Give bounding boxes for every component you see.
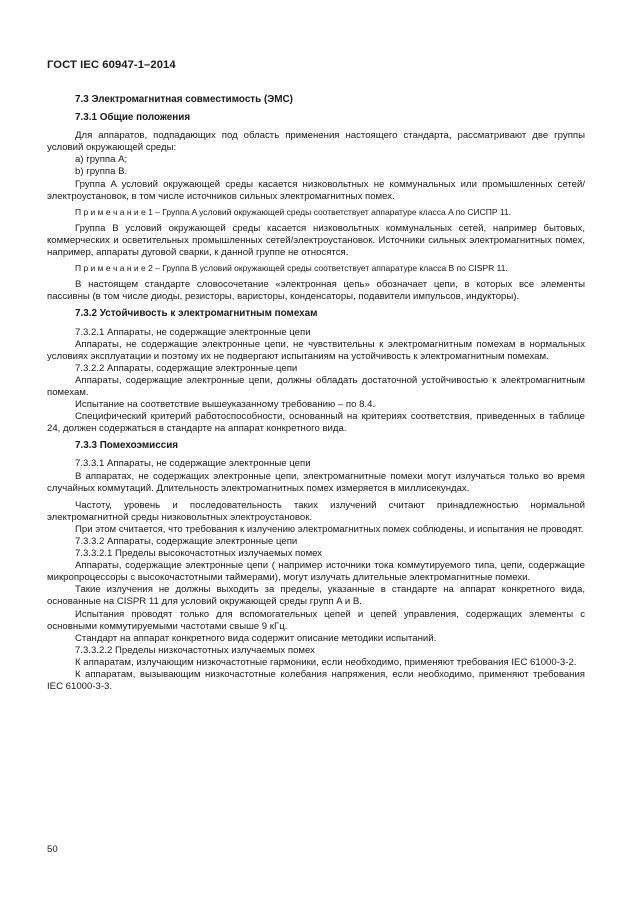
section-7-3-2-heading: 7.3.2 Устойчивость к электромагнитным помехам bbox=[75, 308, 318, 320]
paragraph: В аппаратах, не содержащих электронные цепи, электромагнитные помехи могут излучаться только во время случайных коммутаций. Длительность электромагнитных помех измеряется в миллисекундах. bbox=[47, 470, 585, 494]
page-number: 50 bbox=[47, 844, 58, 855]
note-label: П р и м е ч а н и е bbox=[75, 263, 146, 274]
paragraph: Испытания проводят только для вспомогательных цепей и цепей управления, содержащих элементы с основными коммутируемыми частотами свыше 9 кГц. bbox=[47, 608, 585, 632]
note-text: 1 – Группа A условий окружающей среды соответствует аппаратуре класса A по СИСПР 11. bbox=[145, 206, 512, 217]
list-item-b: b) группа B. bbox=[75, 166, 128, 178]
subsection-title: 7.3.2.2 Аппараты, содержащие электронные цепи bbox=[75, 362, 298, 374]
paragraph: Такие излучения не должны выходить за пределы, указанные в стандарте на аппарат конкретного вида, основанные на CISPR 11 для условий окружающей среды групп A и B. bbox=[47, 584, 585, 608]
section-7-3-1-heading: 7.3.1 Общие положения bbox=[75, 112, 191, 124]
standard-header: ГОСТ IEC 60947-1–2014 bbox=[47, 59, 176, 71]
page-content bbox=[47, 94, 585, 693]
paragraph: К аппаратам, излучающим низкочастотные гармоники, если необходимо, применяют требования IEC 61000-3-2. bbox=[75, 656, 577, 668]
paragraph: Группа B условий окружающей среды касается низковольтных коммунальных сетей, например бытовых, коммерческих и осветительных промышленных сетей/электроустановок. Источники сильных электромагнитных помех, например, аппараты дуговой сварки, к данной группе не относятся. bbox=[47, 222, 585, 259]
paragraph: Группа A условий окружающей среды касается низковольтных не коммунальных или промышленных сетей/электроустановок, в том числе источников сильных электромагнитных помех. bbox=[47, 178, 585, 202]
subsection-title: 7.3.3.2.2 Пределы низкочастотных излучаемых помех bbox=[75, 644, 315, 656]
paragraph: Испытание на соответствие вышеуказанному требованию – по 8.4. bbox=[75, 399, 376, 411]
section-7-3-heading: 7.3 Электромагнитная совместимость (ЭМС) bbox=[75, 94, 293, 105]
note-text: 2 – Группа B условий окружающей среды соответствует аппаратуре класса B по CISPR 11. bbox=[145, 263, 508, 274]
paragraph: Специфический критерий работоспособности, основанный на критериях соответствия, приведенных в таблице 24, должен содержаться в стандарте на аппарат конкретного вида. bbox=[47, 411, 585, 435]
section-7-3-3-heading: 7.3.3 Помехоэмиссия bbox=[75, 440, 179, 452]
note-2 bbox=[47, 262, 585, 274]
paragraph: Аппараты, не содержащие электронные цепи, не чувствительны к электромагнитным помехам в нормальных условиях эксплуатации и поэтому их не подвергают испытаниям на устойчивость к электромагнитным помехам. bbox=[47, 338, 585, 362]
list-item-a: a) группа A; bbox=[75, 154, 128, 166]
subsection-title: 7.3.3.1 Аппараты, не содержащие электронные цепи bbox=[75, 458, 311, 470]
subsection-title: 7.3.3.2.1 Пределы высокочастотных излучаемых помех bbox=[75, 548, 323, 560]
subsection-title: 7.3.2.1 Аппараты, не содержащие электронные цепи bbox=[75, 326, 311, 338]
paragraph: Аппараты, содержащие электронные цепи, должны обладать достаточной устойчивостью к электромагнитным помехам. bbox=[47, 374, 585, 398]
subsection-title: 7.3.3.2 Аппараты, содержащие электронные цепи bbox=[75, 536, 298, 547]
paragraph: К аппаратам, вызывающим низкочастотные колебания напряжения, если необходимо, применяют требования IEC 61000-3-3. bbox=[47, 669, 585, 693]
paragraph: В настоящем стандарте словосочетание «электронная цепь» обозначает цепи, в которых все элементы пассивны (в том числе диоды, резисторы, варисторы, конденсаторы, подавители импульсов, индукторы). bbox=[47, 279, 585, 303]
paragraph: Для аппаратов, подпадающих под область применения настоящего стандарта, рассматривают две группы условий окружающей среды: bbox=[47, 130, 585, 154]
paragraph: Стандарт на аппарат конкретного вида содержит описание методики испытаний. bbox=[75, 632, 437, 644]
note-1 bbox=[47, 206, 585, 218]
paragraph: Частоту, уровень и последовательность таких излучений считают принадлежностью нормальной электромагнитной среды низковольтных электроустановок. bbox=[47, 499, 585, 523]
note-label: П р и м е ч а н и е bbox=[75, 206, 146, 217]
paragraph: Аппараты, содержащие электронные цепи ( например источники тока коммутируемого типа, цепи, содержащие микропроцессоры с высокочастотными таймерами), могут излучать длительные электромагнитные помехи. bbox=[47, 560, 585, 584]
paragraph: При этом считается, что требования к излучению электромагнитных помех соблюдены, и испытания не проводят. bbox=[75, 523, 584, 535]
